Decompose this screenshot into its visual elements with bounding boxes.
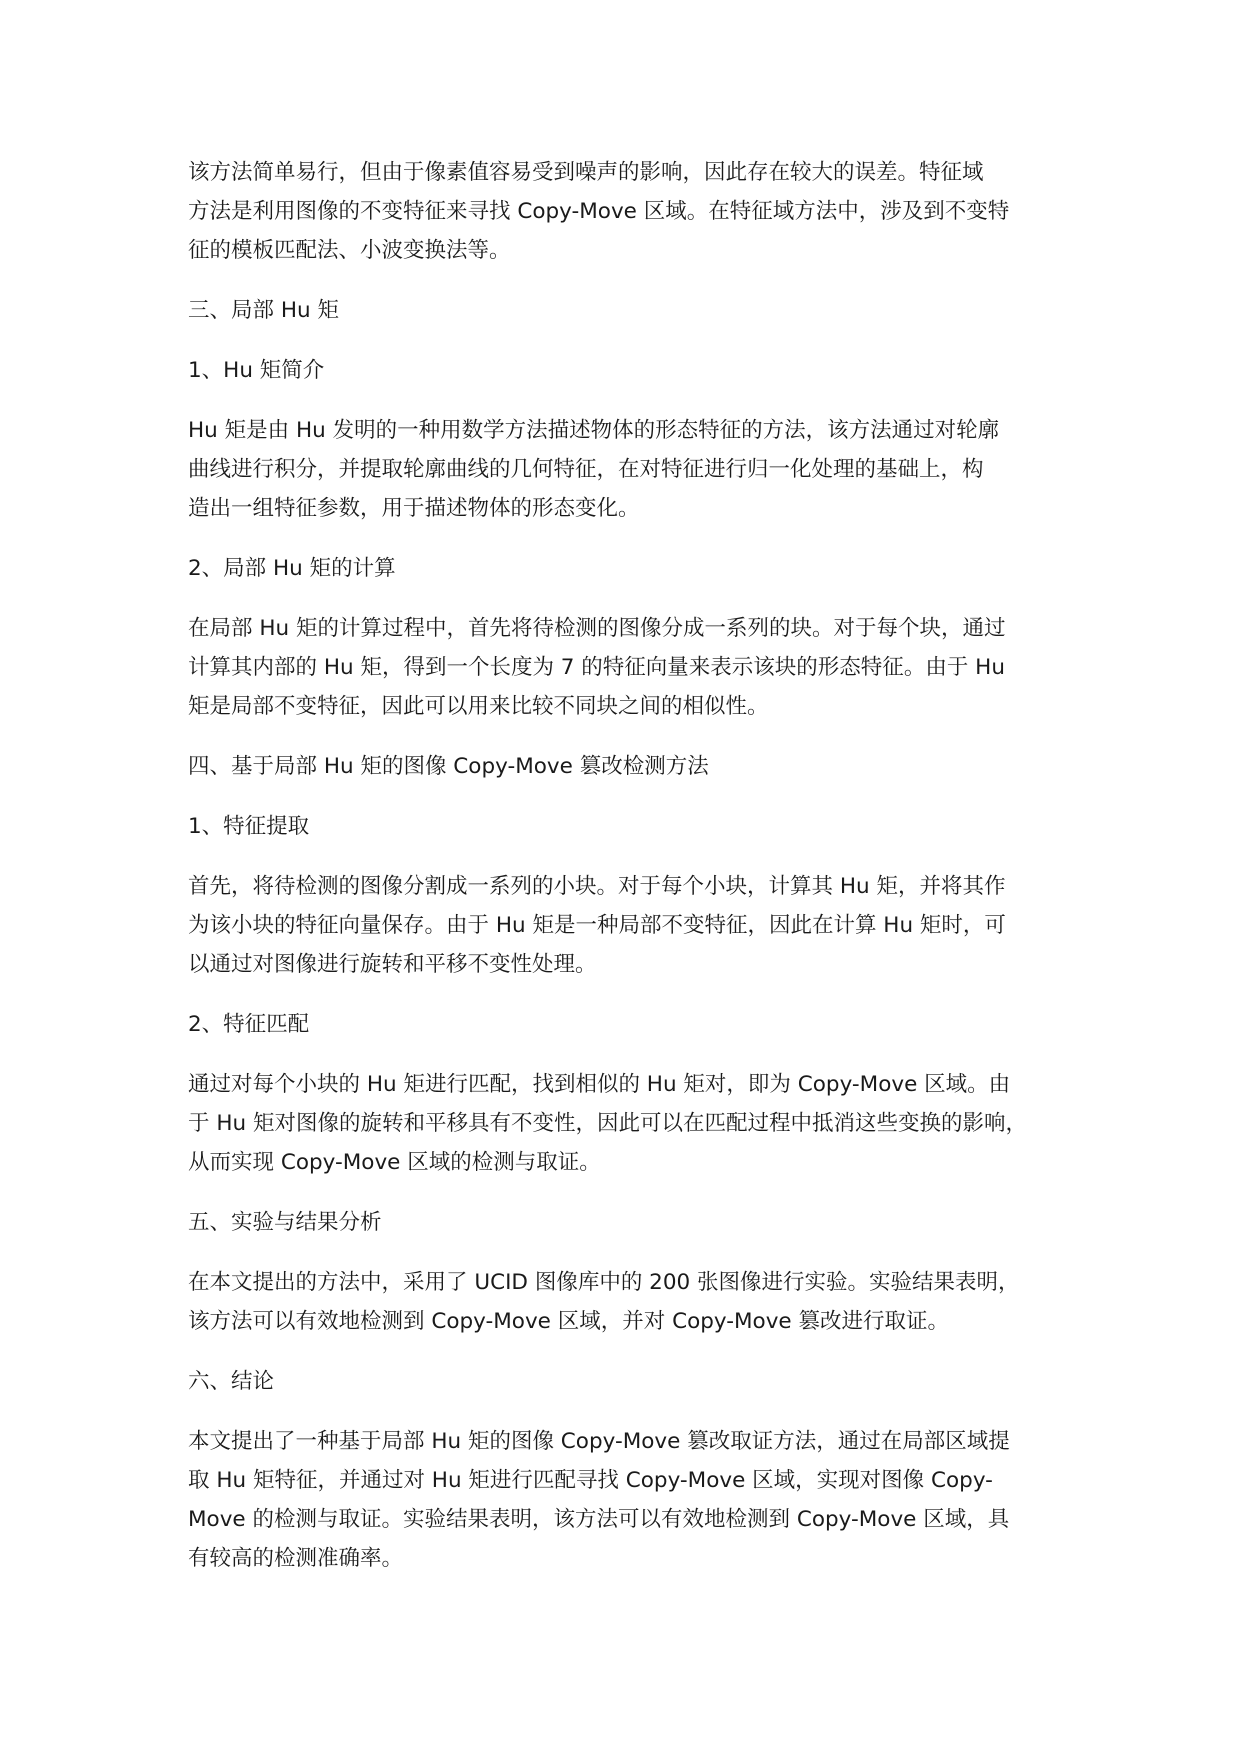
paragraph-feature-extraction bbox=[188, 867, 1073, 984]
subsection-heading-3-2: 2、局部 Hu 矩的计算 bbox=[188, 556, 396, 581]
text-line: 造出一组特征参数，用于描述物体的形态变化。 bbox=[188, 496, 640, 521]
paragraph-feature-matching bbox=[188, 1065, 1073, 1182]
paragraph-hu-compute bbox=[188, 609, 1073, 726]
text-line: Move 的检测与取证。实验结果表明，该方法可以有效地检测到 Copy-Move 区域，具 bbox=[188, 1507, 1010, 1532]
text-line: 从而实现 Copy-Move 区域的检测与取证。 bbox=[188, 1150, 601, 1175]
text-line: 为该小块的特征向量保存。由于 Hu 矩是一种局部不变特征，因此在计算 Hu 矩时，可 bbox=[188, 913, 1006, 938]
section-heading-4: 四、基于局部 Hu 矩的图像 Copy-Move 篡改检测方法 bbox=[188, 754, 709, 779]
section-heading-3: 三、局部 Hu 矩 bbox=[188, 298, 339, 323]
text-line: 本文提出了一种基于局部 Hu 矩的图像 Copy-Move 篡改取证方法，通过在局部区域提 bbox=[188, 1429, 1010, 1454]
text-line: 该方法简单易行，但由于像素值容易受到噪声的影响，因此存在较大的误差。特征域 bbox=[188, 160, 984, 185]
document-page bbox=[188, 153, 1073, 1599]
paragraph-conclusion bbox=[188, 1422, 1073, 1578]
text-line: 矩是局部不变特征，因此可以用来比较不同块之间的相似性。 bbox=[188, 694, 769, 719]
paragraph-experiment bbox=[188, 1263, 1073, 1341]
text-line: 计算其内部的 Hu 矩，得到一个长度为 7 的特征向量来表示该块的形态特征。由于 Hu bbox=[188, 655, 1005, 680]
subsection-heading-4-1: 1、特征提取 bbox=[188, 814, 310, 839]
text-line: 该方法可以有效地检测到 Copy-Move 区域，并对 Copy-Move 篡改进行取证。 bbox=[188, 1309, 949, 1334]
text-line: 方法是利用图像的不变特征来寻找 Copy-Move 区域。在特征域方法中，涉及到不变特 bbox=[188, 199, 1010, 224]
text-line: 在本文提出的方法中，采用了 UCID 图像库中的 200 张图像进行实验。实验结果表明， bbox=[188, 1270, 1020, 1295]
subsection-heading-4-2: 2、特征匹配 bbox=[188, 1012, 310, 1037]
text-line: 有较高的检测准确率。 bbox=[188, 1546, 404, 1571]
text-line: 首先，将待检测的图像分割成一系列的小块。对于每个小块，计算其 Hu 矩，并将其作 bbox=[188, 874, 1006, 899]
section-heading-6: 六、结论 bbox=[188, 1369, 275, 1394]
text-line: 取 Hu 矩特征，并通过对 Hu 矩进行匹配寻找 Copy-Move 区域，实现对图像 Copy- bbox=[188, 1468, 993, 1493]
text-line: 以通过对图像进行旋转和平移不变性处理。 bbox=[188, 952, 597, 977]
text-line: Hu 矩是由 Hu 发明的一种用数学方法描述物体的形态特征的方法，该方法通过对轮廓 bbox=[188, 418, 1000, 443]
text-line: 于 Hu 矩对图像的旋转和平移具有不变性，因此可以在匹配过程中抵消这些变换的影响， bbox=[188, 1111, 1027, 1136]
text-line: 通过对每个小块的 Hu 矩进行匹配，找到相似的 Hu 矩对，即为 Copy-Move 区域。由 bbox=[188, 1072, 1011, 1097]
text-line: 曲线进行积分，并提取轮廓曲线的几何特征，在对特征进行归一化处理的基础上，构 bbox=[188, 457, 984, 482]
text-line: 征的模板匹配法、小波变换法等。 bbox=[188, 238, 511, 263]
paragraph-hu-intro bbox=[188, 411, 1073, 528]
paragraph-intro-tail bbox=[188, 153, 1073, 270]
section-heading-5: 五、实验与结果分析 bbox=[188, 1210, 382, 1235]
text-line: 在局部 Hu 矩的计算过程中，首先将待检测的图像分成一系列的块。对于每个块，通过 bbox=[188, 616, 1006, 641]
subsection-heading-3-1: 1、Hu 矩简介 bbox=[188, 358, 325, 383]
